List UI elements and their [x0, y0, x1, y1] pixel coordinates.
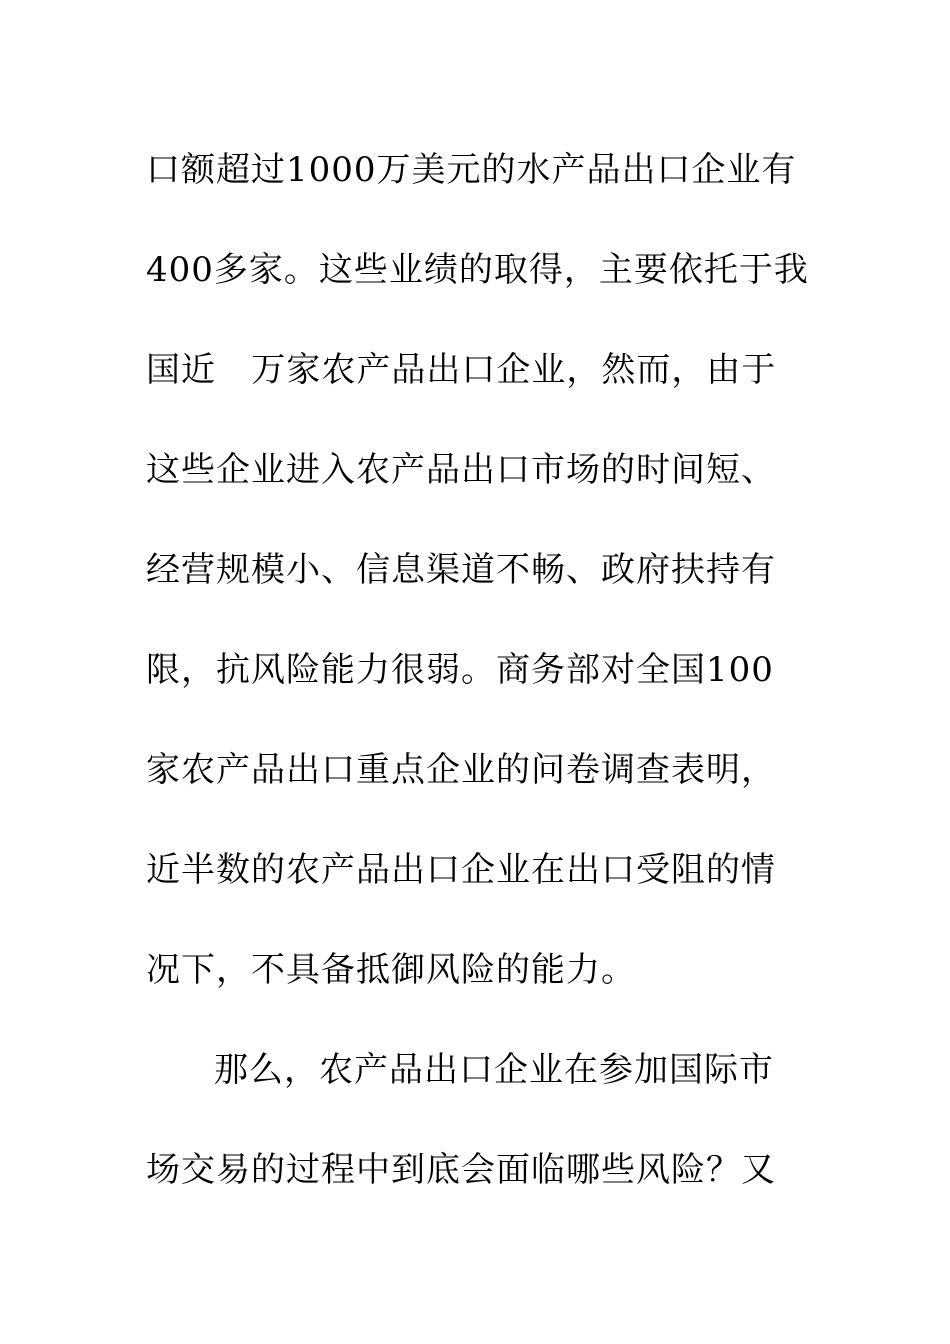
text-line: 场交易的过程中到底会面临哪些风险？又: [146, 1150, 776, 1190]
text-line: 400多家。这些业绩的取得，主要依托于我: [146, 250, 809, 290]
text-line: 况下，不具备抵御风险的能力。: [146, 950, 636, 990]
text-line: 经营规模小、信息渠道不畅、政府扶持有: [146, 550, 776, 590]
text-line: 近半数的农产品出口企业在出口受阻的情: [146, 850, 776, 890]
text-line: 这些企业进入农产品出口市场的时间短、: [146, 450, 776, 490]
body-text: [146, 120, 826, 1220]
text-line: 国近 万家农产品出口企业，然而，由于: [146, 350, 777, 390]
text-line: 限，抗风险能力很弱。商务部对全国100: [146, 650, 774, 690]
paragraph-start-line: 那么，农产品出口企业在参加国际市: [214, 1050, 774, 1090]
text-line: 口额超过1000万美元的水产品出口企业有: [146, 150, 797, 190]
text-line: 家农产品出口重点企业的问卷调查表明，: [146, 750, 776, 790]
